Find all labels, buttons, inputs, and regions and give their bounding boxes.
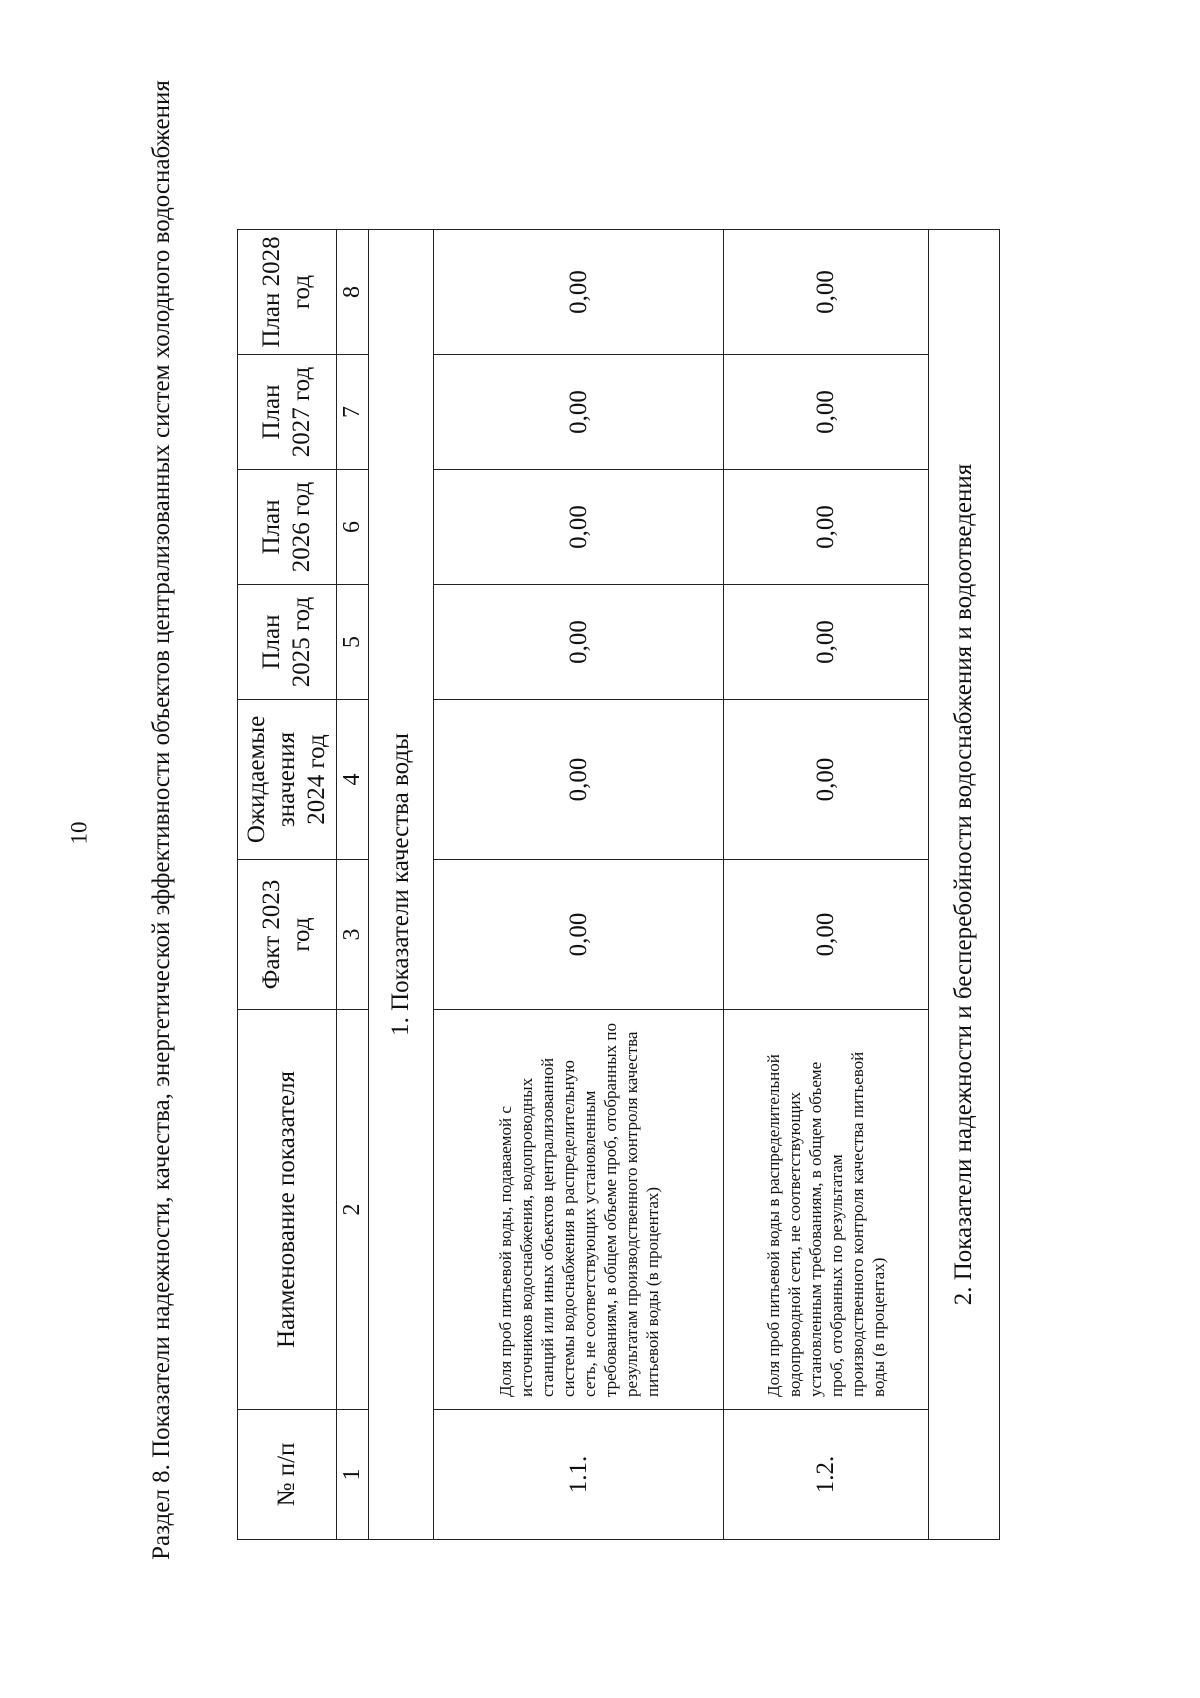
page-number: 10 <box>66 821 92 845</box>
table-row <box>724 230 929 1540</box>
column-number: 8 <box>337 230 369 355</box>
value-cell: 0,00 <box>724 230 929 355</box>
value-cell: 0,00 <box>434 230 724 355</box>
header-cell: Факт 2023 год <box>238 860 337 1010</box>
value-cell: 0,00 <box>434 355 724 470</box>
column-number: 1 <box>337 1410 369 1540</box>
value-cell: 0,00 <box>724 470 929 585</box>
value-cell: 0,00 <box>434 860 724 1010</box>
column-number: 2 <box>337 1010 369 1410</box>
column-number: 3 <box>337 860 369 1010</box>
row-index: 1.1. <box>434 1410 724 1540</box>
column-number: 5 <box>337 585 369 700</box>
column-number: 4 <box>337 700 369 860</box>
header-cell: План 2028 год <box>238 230 337 355</box>
value-cell: 0,00 <box>724 355 929 470</box>
value-cell: 0,00 <box>724 585 929 700</box>
column-number: 6 <box>337 470 369 585</box>
value-cell: 0,00 <box>434 585 724 700</box>
section-title: Раздел 8. Показатели надежности, качества, энергетической эффективности объектов централизованных систем холодного водоснабжения <box>148 80 175 1560</box>
section-heading-1: 1. Показатели качества воды <box>369 230 434 1540</box>
header-cell: План 2025 год <box>238 585 337 700</box>
section-row <box>369 230 434 1540</box>
header-cell: Наименование показателя <box>238 1010 337 1410</box>
rotated-content <box>145 30 1155 1590</box>
header-row <box>238 230 337 1540</box>
value-cell: 0,00 <box>724 700 929 860</box>
row-index: 1.2. <box>724 1410 929 1540</box>
column-number: 7 <box>337 355 369 470</box>
value-cell: 0,00 <box>434 700 724 860</box>
indicators-table <box>237 229 1000 1540</box>
column-number-row <box>337 230 369 1540</box>
section-row <box>929 230 1000 1540</box>
header-cell: План 2027 год <box>238 355 337 470</box>
header-cell: Ожидаемые значения 2024 год <box>238 700 337 860</box>
indicator-name: Доля проб питьевой воды в распределительной водопроводной сети, не соответствующих установленным требованиям, в общем объеме проб, отобранных по результатам производственного контроля качества питьевой воды (в процентах) <box>724 1010 929 1410</box>
header-cell: План 2026 год <box>238 470 337 585</box>
value-cell: 0,00 <box>724 860 929 1010</box>
indicator-name: Доля проб питьевой воды, подаваемой с источников водоснабжения, водопроводных станций или иных объектов централизованной системы водоснабжения в распределительную сеть, не соответствующих установленным требованиям, в общем объеме проб, отобранных по результатам производственного контроля качества питьевой воды (в процентах) <box>434 1010 724 1410</box>
value-cell: 0,00 <box>434 470 724 585</box>
header-cell: № п/п <box>238 1410 337 1540</box>
section-heading-2: 2. Показатели надежности и бесперебойности водоснабжения и водоотведения <box>929 230 1000 1540</box>
table-row <box>434 230 724 1540</box>
